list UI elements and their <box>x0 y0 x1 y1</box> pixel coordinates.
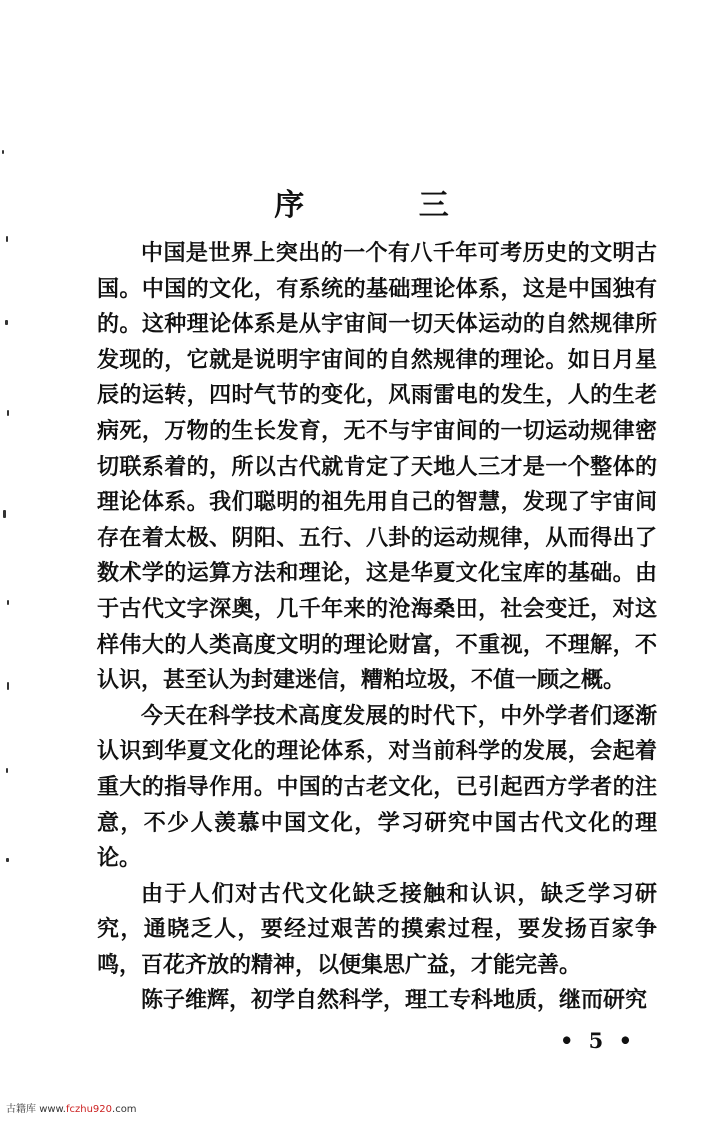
paragraph-4: 陈子维辉，初学自然科学，理工专科地质，继而研究 <box>141 987 648 1014</box>
watermark-url-suffix: .com <box>112 1104 137 1115</box>
scan-speck <box>5 320 8 325</box>
scan-speck <box>6 768 8 773</box>
page-title: 序 三 <box>274 188 501 223</box>
watermark-site-name: 古籍库 <box>6 1104 36 1115</box>
watermark <box>6 1100 137 1115</box>
scan-speck <box>3 510 6 518</box>
page-number: • 5 • <box>559 1028 637 1053</box>
paragraph-1: 中国是世界上突出的一个有八千年可考历史的文明古国。中国的文化，有系统的基础理论体系，这是中国独有的。这种理论体系是从宇宙间一切天体运动的自然规律所发现的，它就是说明宇宙间的自然规律的理论。如日月星辰的运转，四时气节的变化，风雨雷电的发生，人的生老病死，万物的生长发育，无不与宇宙间的一切运动规律密切联系着的，所以古代就肯定了天地人三才是一个整体的理论体系。我们聪明的祖先用自己的智慧，发现了宇宙间存在着太极、阴阳、五行、八卦的运动规律，从而得出了数术学的运算方法和理论，这是华夏文化宝库的基础。由于古代文字深奥，几千年来的沧海桑田，社会变迁，对这样伟大的人类高度文明的理论财富，不重视，不理解，不认识，甚至认为封建迷信，糟粕垃圾，不值一顾之概。 <box>97 240 657 694</box>
scan-speck <box>6 236 8 242</box>
body-text <box>97 236 657 1019</box>
paragraph-2: 今天在科学技术高度发展的时代下，中外学者们逐渐认识到华夏文化的理论体系，对当前科学的发展，会起着重大的指导作用。中国的古老文化，已引起西方学者的注意，不少人羡慕中国文化，学习研究中国古代文化的理论。 <box>97 702 657 872</box>
scan-speck <box>7 410 9 416</box>
scan-speck <box>6 858 9 862</box>
paragraph-3: 由于人们对古代文化缺乏接触和认识，缺乏学习研究，通晓乏人，要经过艰苦的摸索过程，要发扬百家争鸣，百花齐放的精神，以便集思广益，才能完善。 <box>97 880 657 978</box>
scan-speck <box>7 600 9 605</box>
watermark-url-prefix: www. <box>39 1104 66 1115</box>
watermark-url-domain: fczhu920 <box>65 1104 113 1115</box>
scan-speck <box>2 150 4 154</box>
scan-speck <box>7 682 9 690</box>
